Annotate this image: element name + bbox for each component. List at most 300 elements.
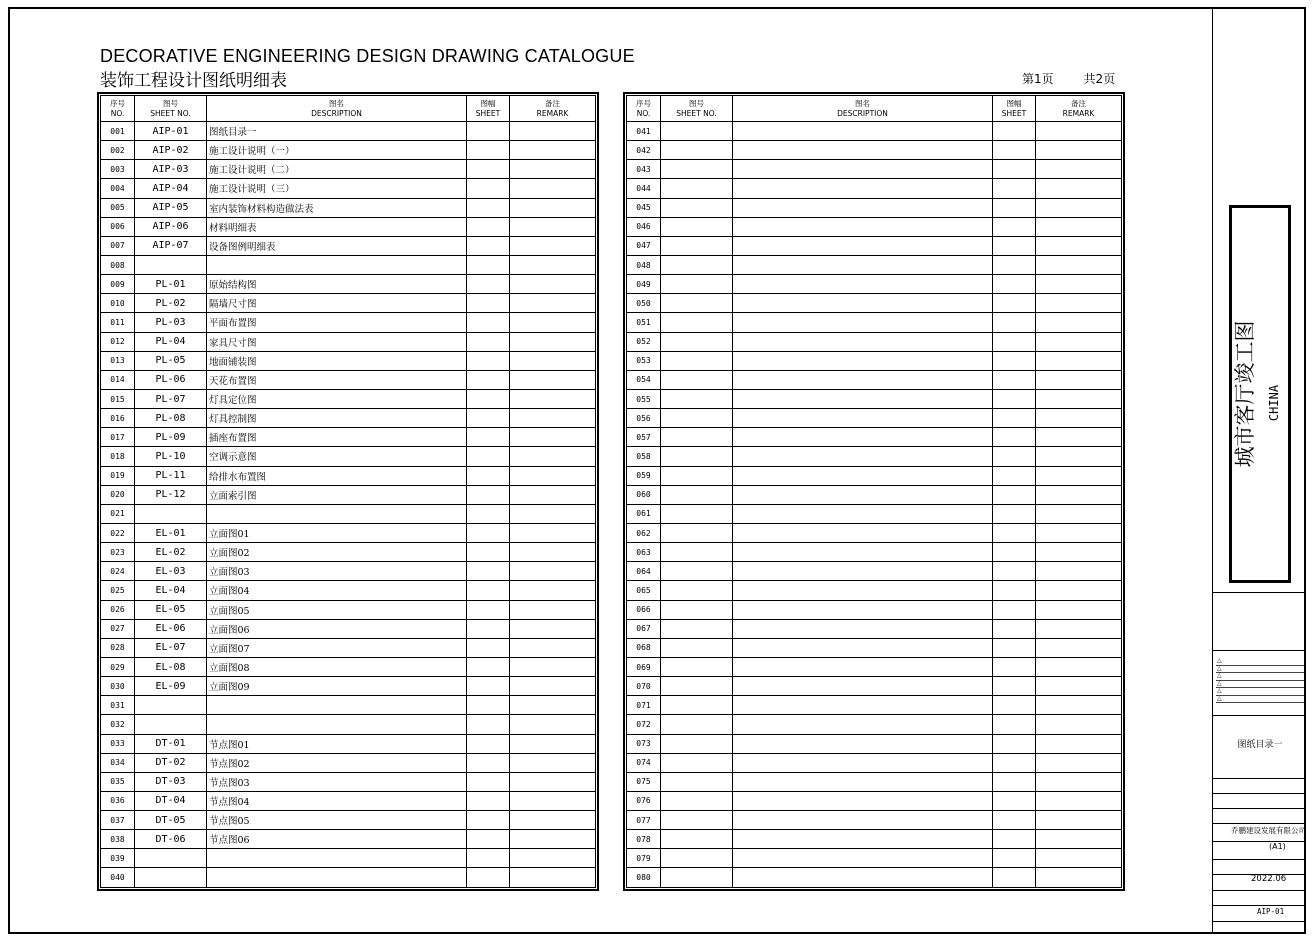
row-sheet-no (661, 428, 733, 447)
row-description: 立面图04 (207, 581, 467, 600)
header-description: 图名 DESCRIPTION (733, 96, 993, 122)
row-remark (510, 217, 596, 236)
row-remark (1036, 600, 1122, 619)
row-sheet-size (993, 523, 1036, 542)
row-description (733, 351, 993, 370)
row-description (733, 294, 993, 313)
header-no: 序号 NO. (627, 96, 661, 122)
row-sheet-no: AIP-06 (135, 217, 207, 236)
table-row (627, 581, 1122, 600)
row-sheet-size (993, 791, 1036, 810)
row-sheet-no (135, 255, 207, 274)
row-remark (510, 868, 596, 887)
row-sheet-no: EL-07 (135, 638, 207, 657)
row-remark (1036, 523, 1122, 542)
row-sheet-size (993, 255, 1036, 274)
row-description: 立面图05 (207, 600, 467, 619)
row-number: 011 (101, 313, 135, 332)
row-remark (1036, 753, 1122, 772)
row-remark (510, 313, 596, 332)
row-remark (1036, 619, 1122, 638)
row-sheet-no (661, 638, 733, 657)
row-number: 079 (627, 849, 661, 868)
row-remark (1036, 466, 1122, 485)
row-sheet-size (993, 504, 1036, 523)
row-sheet-no (135, 504, 207, 523)
row-sheet-size (467, 581, 510, 600)
row-sheet-no: DT-01 (135, 734, 207, 753)
row-sheet-size (993, 313, 1036, 332)
row-description (733, 313, 993, 332)
row-sheet-no: PL-09 (135, 428, 207, 447)
row-sheet-no: PL-03 (135, 313, 207, 332)
row-description (733, 141, 993, 160)
row-description: 给排水布置图 (207, 466, 467, 485)
row-remark (1036, 791, 1122, 810)
row-description (733, 217, 993, 236)
table-row (101, 389, 596, 408)
row-sheet-size (467, 351, 510, 370)
row-sheet-no: PL-06 (135, 370, 207, 389)
row-sheet-no (661, 772, 733, 791)
row-sheet-size (993, 428, 1036, 447)
row-number: 036 (101, 791, 135, 810)
row-remark (510, 409, 596, 428)
row-sheet-no (661, 600, 733, 619)
row-number: 003 (101, 160, 135, 179)
row-description (733, 389, 993, 408)
row-number: 023 (101, 543, 135, 562)
divider (1213, 793, 1306, 794)
row-description (207, 868, 467, 887)
row-remark (510, 485, 596, 504)
row-remark (510, 619, 596, 638)
row-sheet-no: PL-05 (135, 351, 207, 370)
revision-triangle-icon: △ (1217, 664, 1222, 672)
row-sheet-no (661, 791, 733, 810)
row-description: 施工设计说明（二） (207, 160, 467, 179)
row-number: 004 (101, 179, 135, 198)
row-remark (510, 141, 596, 160)
row-sheet-no (661, 313, 733, 332)
row-sheet-no (661, 868, 733, 887)
table-row (627, 696, 1122, 715)
row-sheet-no: DT-06 (135, 830, 207, 849)
row-sheet-size (467, 811, 510, 830)
table-row (101, 313, 596, 332)
row-remark (510, 179, 596, 198)
row-sheet-size (993, 198, 1036, 217)
table-row (627, 294, 1122, 313)
row-number: 008 (101, 255, 135, 274)
row-remark (510, 370, 596, 389)
row-description: 材料明细表 (207, 217, 467, 236)
divider (1213, 715, 1306, 716)
table-row (627, 217, 1122, 236)
table-row (627, 868, 1122, 887)
row-sheet-no (661, 696, 733, 715)
row-number: 033 (101, 734, 135, 753)
row-sheet-size (993, 734, 1036, 753)
row-sheet-size (993, 543, 1036, 562)
row-number: 043 (627, 160, 661, 179)
row-sheet-no (661, 351, 733, 370)
row-sheet-no (661, 217, 733, 236)
row-number: 019 (101, 466, 135, 485)
row-description (733, 255, 993, 274)
revision-row (1216, 696, 1304, 704)
row-sheet-size (993, 715, 1036, 734)
row-sheet-no: DT-03 (135, 772, 207, 791)
row-sheet-size (467, 523, 510, 542)
row-remark (1036, 849, 1122, 868)
table-row (627, 562, 1122, 581)
row-sheet-no: PL-01 (135, 275, 207, 294)
table-row (101, 370, 596, 389)
row-description (207, 696, 467, 715)
row-description: 室内装饰材料构造做法表 (207, 198, 467, 217)
catalogue-table-left (97, 92, 599, 891)
revision-row (1216, 673, 1304, 681)
row-sheet-size (467, 294, 510, 313)
row-number: 045 (627, 198, 661, 217)
row-sheet-no (661, 485, 733, 504)
row-sheet-size (993, 236, 1036, 255)
table-row (101, 791, 596, 810)
row-sheet-size (467, 447, 510, 466)
row-remark (510, 332, 596, 351)
row-number: 069 (627, 657, 661, 676)
page-total: 共2页 (1083, 72, 1116, 86)
row-sheet-no: EL-02 (135, 543, 207, 562)
row-description (733, 868, 993, 887)
row-number: 020 (101, 485, 135, 504)
row-description: 平面布置图 (207, 313, 467, 332)
row-sheet-no: AIP-04 (135, 179, 207, 198)
row-sheet-no: PL-02 (135, 294, 207, 313)
table-row (627, 791, 1122, 810)
divider (1213, 823, 1306, 824)
divider (1213, 859, 1306, 860)
row-description (733, 275, 993, 294)
row-sheet-size (993, 389, 1036, 408)
row-sheet-size (467, 619, 510, 638)
row-sheet-size (467, 638, 510, 657)
row-number: 071 (627, 696, 661, 715)
row-remark (1036, 734, 1122, 753)
row-description: 立面图09 (207, 677, 467, 696)
table-row (627, 657, 1122, 676)
row-number: 059 (627, 466, 661, 485)
row-number: 006 (101, 217, 135, 236)
table-row (627, 811, 1122, 830)
table-row (627, 466, 1122, 485)
table-row (101, 543, 596, 562)
table-row (627, 313, 1122, 332)
row-description (733, 122, 993, 141)
row-number: 037 (101, 811, 135, 830)
row-sheet-no (135, 696, 207, 715)
drawing-name: 图纸目录一 (1237, 740, 1283, 750)
row-number: 013 (101, 351, 135, 370)
row-sheet-size (993, 141, 1036, 160)
row-remark (510, 811, 596, 830)
row-description: 节点图02 (207, 753, 467, 772)
row-sheet-no: EL-09 (135, 677, 207, 696)
table-row (101, 198, 596, 217)
table-row (101, 332, 596, 351)
table-row (627, 389, 1122, 408)
row-description: 立面图02 (207, 543, 467, 562)
row-description (733, 772, 993, 791)
revision-triangle-icon: △ (1217, 672, 1222, 679)
table-row (101, 255, 596, 274)
table-row (101, 753, 596, 772)
table-row (627, 428, 1122, 447)
row-sheet-no (661, 332, 733, 351)
table-row (101, 638, 596, 657)
row-sheet-size (993, 638, 1036, 657)
row-number: 072 (627, 715, 661, 734)
row-number: 044 (627, 179, 661, 198)
table-row (101, 868, 596, 887)
row-remark (1036, 217, 1122, 236)
revision-triangle-icon: △ (1217, 679, 1222, 687)
scale-value: (A1) (1269, 842, 1286, 851)
row-sheet-no (661, 389, 733, 408)
row-sheet-size (993, 409, 1036, 428)
table-row (101, 696, 596, 715)
row-sheet-no: PL-12 (135, 485, 207, 504)
row-remark (1036, 409, 1122, 428)
divider (1213, 778, 1306, 779)
table-row (627, 543, 1122, 562)
row-number: 005 (101, 198, 135, 217)
row-remark (1036, 198, 1122, 217)
divider (1213, 905, 1306, 906)
row-sheet-size (467, 543, 510, 562)
row-sheet-no (135, 715, 207, 734)
row-number: 074 (627, 753, 661, 772)
row-sheet-no (661, 141, 733, 160)
drawing-no-value: AIP-01 (1257, 907, 1285, 916)
row-number: 053 (627, 351, 661, 370)
row-number: 040 (101, 868, 135, 887)
table-row (101, 562, 596, 581)
row-description (207, 715, 467, 734)
row-number: 017 (101, 428, 135, 447)
row-sheet-size (993, 466, 1036, 485)
row-sheet-no: EL-01 (135, 523, 207, 542)
row-number: 029 (101, 657, 135, 676)
row-description (207, 504, 467, 523)
row-sheet-size (993, 122, 1036, 141)
table-row (101, 294, 596, 313)
row-description: 天花布置图 (207, 370, 467, 389)
row-number: 025 (101, 581, 135, 600)
row-remark (510, 734, 596, 753)
row-description: 立面图08 (207, 657, 467, 676)
row-number: 035 (101, 772, 135, 791)
table-row (627, 351, 1122, 370)
row-sheet-size (993, 619, 1036, 638)
row-remark (510, 504, 596, 523)
row-sheet-no (661, 657, 733, 676)
row-description: 立面图06 (207, 619, 467, 638)
row-sheet-no (661, 562, 733, 581)
row-remark (510, 389, 596, 408)
row-sheet-no (661, 619, 733, 638)
row-sheet-no: EL-06 (135, 619, 207, 638)
revision-row (1216, 666, 1304, 674)
table-row (627, 370, 1122, 389)
row-description: 立面图01 (207, 523, 467, 542)
table-row (627, 160, 1122, 179)
row-description: 插座布置图 (207, 428, 467, 447)
row-sheet-size (993, 485, 1036, 504)
row-sheet-no (661, 466, 733, 485)
row-remark (510, 581, 596, 600)
row-sheet-size (467, 275, 510, 294)
row-description: 家具尺寸图 (207, 332, 467, 351)
table-row (101, 428, 596, 447)
row-description (733, 485, 993, 504)
row-number: 016 (101, 409, 135, 428)
row-sheet-size (467, 255, 510, 274)
row-description (733, 677, 993, 696)
row-sheet-size (993, 179, 1036, 198)
table-row (101, 275, 596, 294)
table-row (101, 830, 596, 849)
row-sheet-no (661, 581, 733, 600)
table-row (101, 811, 596, 830)
table-row (627, 409, 1122, 428)
row-remark (1036, 313, 1122, 332)
row-remark (510, 294, 596, 313)
row-remark (1036, 160, 1122, 179)
row-sheet-size (467, 122, 510, 141)
row-sheet-size (467, 217, 510, 236)
row-number: 047 (627, 236, 661, 255)
table-row (101, 179, 596, 198)
row-number: 027 (101, 619, 135, 638)
table-row (101, 619, 596, 638)
row-number: 076 (627, 791, 661, 810)
row-number: 080 (627, 868, 661, 887)
row-sheet-no: DT-05 (135, 811, 207, 830)
row-number: 056 (627, 409, 661, 428)
divider (1213, 650, 1306, 651)
catalogue-title-cn: 装饰工程设计图纸明细表 (100, 71, 287, 91)
table-row (627, 753, 1122, 772)
row-remark (1036, 294, 1122, 313)
table-row (627, 830, 1122, 849)
table-row (627, 179, 1122, 198)
table-row (627, 715, 1122, 734)
table-row (101, 849, 596, 868)
row-description (733, 715, 993, 734)
row-description: 立面图07 (207, 638, 467, 657)
row-description (733, 160, 993, 179)
row-number: 062 (627, 523, 661, 542)
table-row (627, 122, 1122, 141)
divider (1213, 890, 1306, 891)
header-sheet-no: 图号 SHEET NO. (661, 96, 733, 122)
row-description (733, 849, 993, 868)
row-sheet-size (467, 562, 510, 581)
row-sheet-no (661, 122, 733, 141)
row-remark (510, 791, 596, 810)
row-number: 014 (101, 370, 135, 389)
row-remark (1036, 447, 1122, 466)
row-remark (510, 638, 596, 657)
row-remark (1036, 275, 1122, 294)
row-sheet-no (661, 160, 733, 179)
row-sheet-no: PL-10 (135, 447, 207, 466)
table-row (101, 600, 596, 619)
row-sheet-no (661, 543, 733, 562)
row-number: 067 (627, 619, 661, 638)
row-description: 灯具定位图 (207, 389, 467, 408)
table-row (101, 657, 596, 676)
row-sheet-no: EL-04 (135, 581, 207, 600)
row-number: 077 (627, 811, 661, 830)
revision-row (1216, 681, 1304, 689)
row-remark (510, 600, 596, 619)
row-sheet-size (993, 370, 1036, 389)
row-description: 节点图06 (207, 830, 467, 849)
table-row (101, 485, 596, 504)
row-sheet-size (993, 294, 1036, 313)
row-remark (1036, 772, 1122, 791)
row-remark (1036, 581, 1122, 600)
row-remark (1036, 638, 1122, 657)
row-sheet-no: AIP-01 (135, 122, 207, 141)
row-remark (510, 753, 596, 772)
row-description: 地面铺装图 (207, 351, 467, 370)
row-remark (510, 543, 596, 562)
table-row (627, 619, 1122, 638)
revision-table (1216, 658, 1304, 703)
row-sheet-size (467, 313, 510, 332)
row-sheet-size (993, 696, 1036, 715)
row-number: 048 (627, 255, 661, 274)
row-sheet-no (661, 830, 733, 849)
project-name-cn: 城市客厅竣工图 (1233, 320, 1257, 468)
row-description (733, 447, 993, 466)
row-remark (1036, 122, 1122, 141)
row-description (733, 562, 993, 581)
row-sheet-size (467, 389, 510, 408)
row-number: 073 (627, 734, 661, 753)
row-description (733, 543, 993, 562)
header-remark: 备注 REMARK (1036, 96, 1122, 122)
row-sheet-no: AIP-02 (135, 141, 207, 160)
company-name: 乔鹏建设发展有限公司 (1231, 826, 1306, 835)
row-sheet-size (467, 179, 510, 198)
row-number: 041 (627, 122, 661, 141)
header-sheet-size: 图幅 SHEET (467, 96, 510, 122)
row-remark (510, 523, 596, 542)
row-sheet-size (993, 581, 1036, 600)
row-remark (510, 351, 596, 370)
row-description (733, 198, 993, 217)
row-remark (510, 198, 596, 217)
row-sheet-size (467, 504, 510, 523)
row-number: 049 (627, 275, 661, 294)
table-row (101, 715, 596, 734)
row-sheet-size (467, 696, 510, 715)
